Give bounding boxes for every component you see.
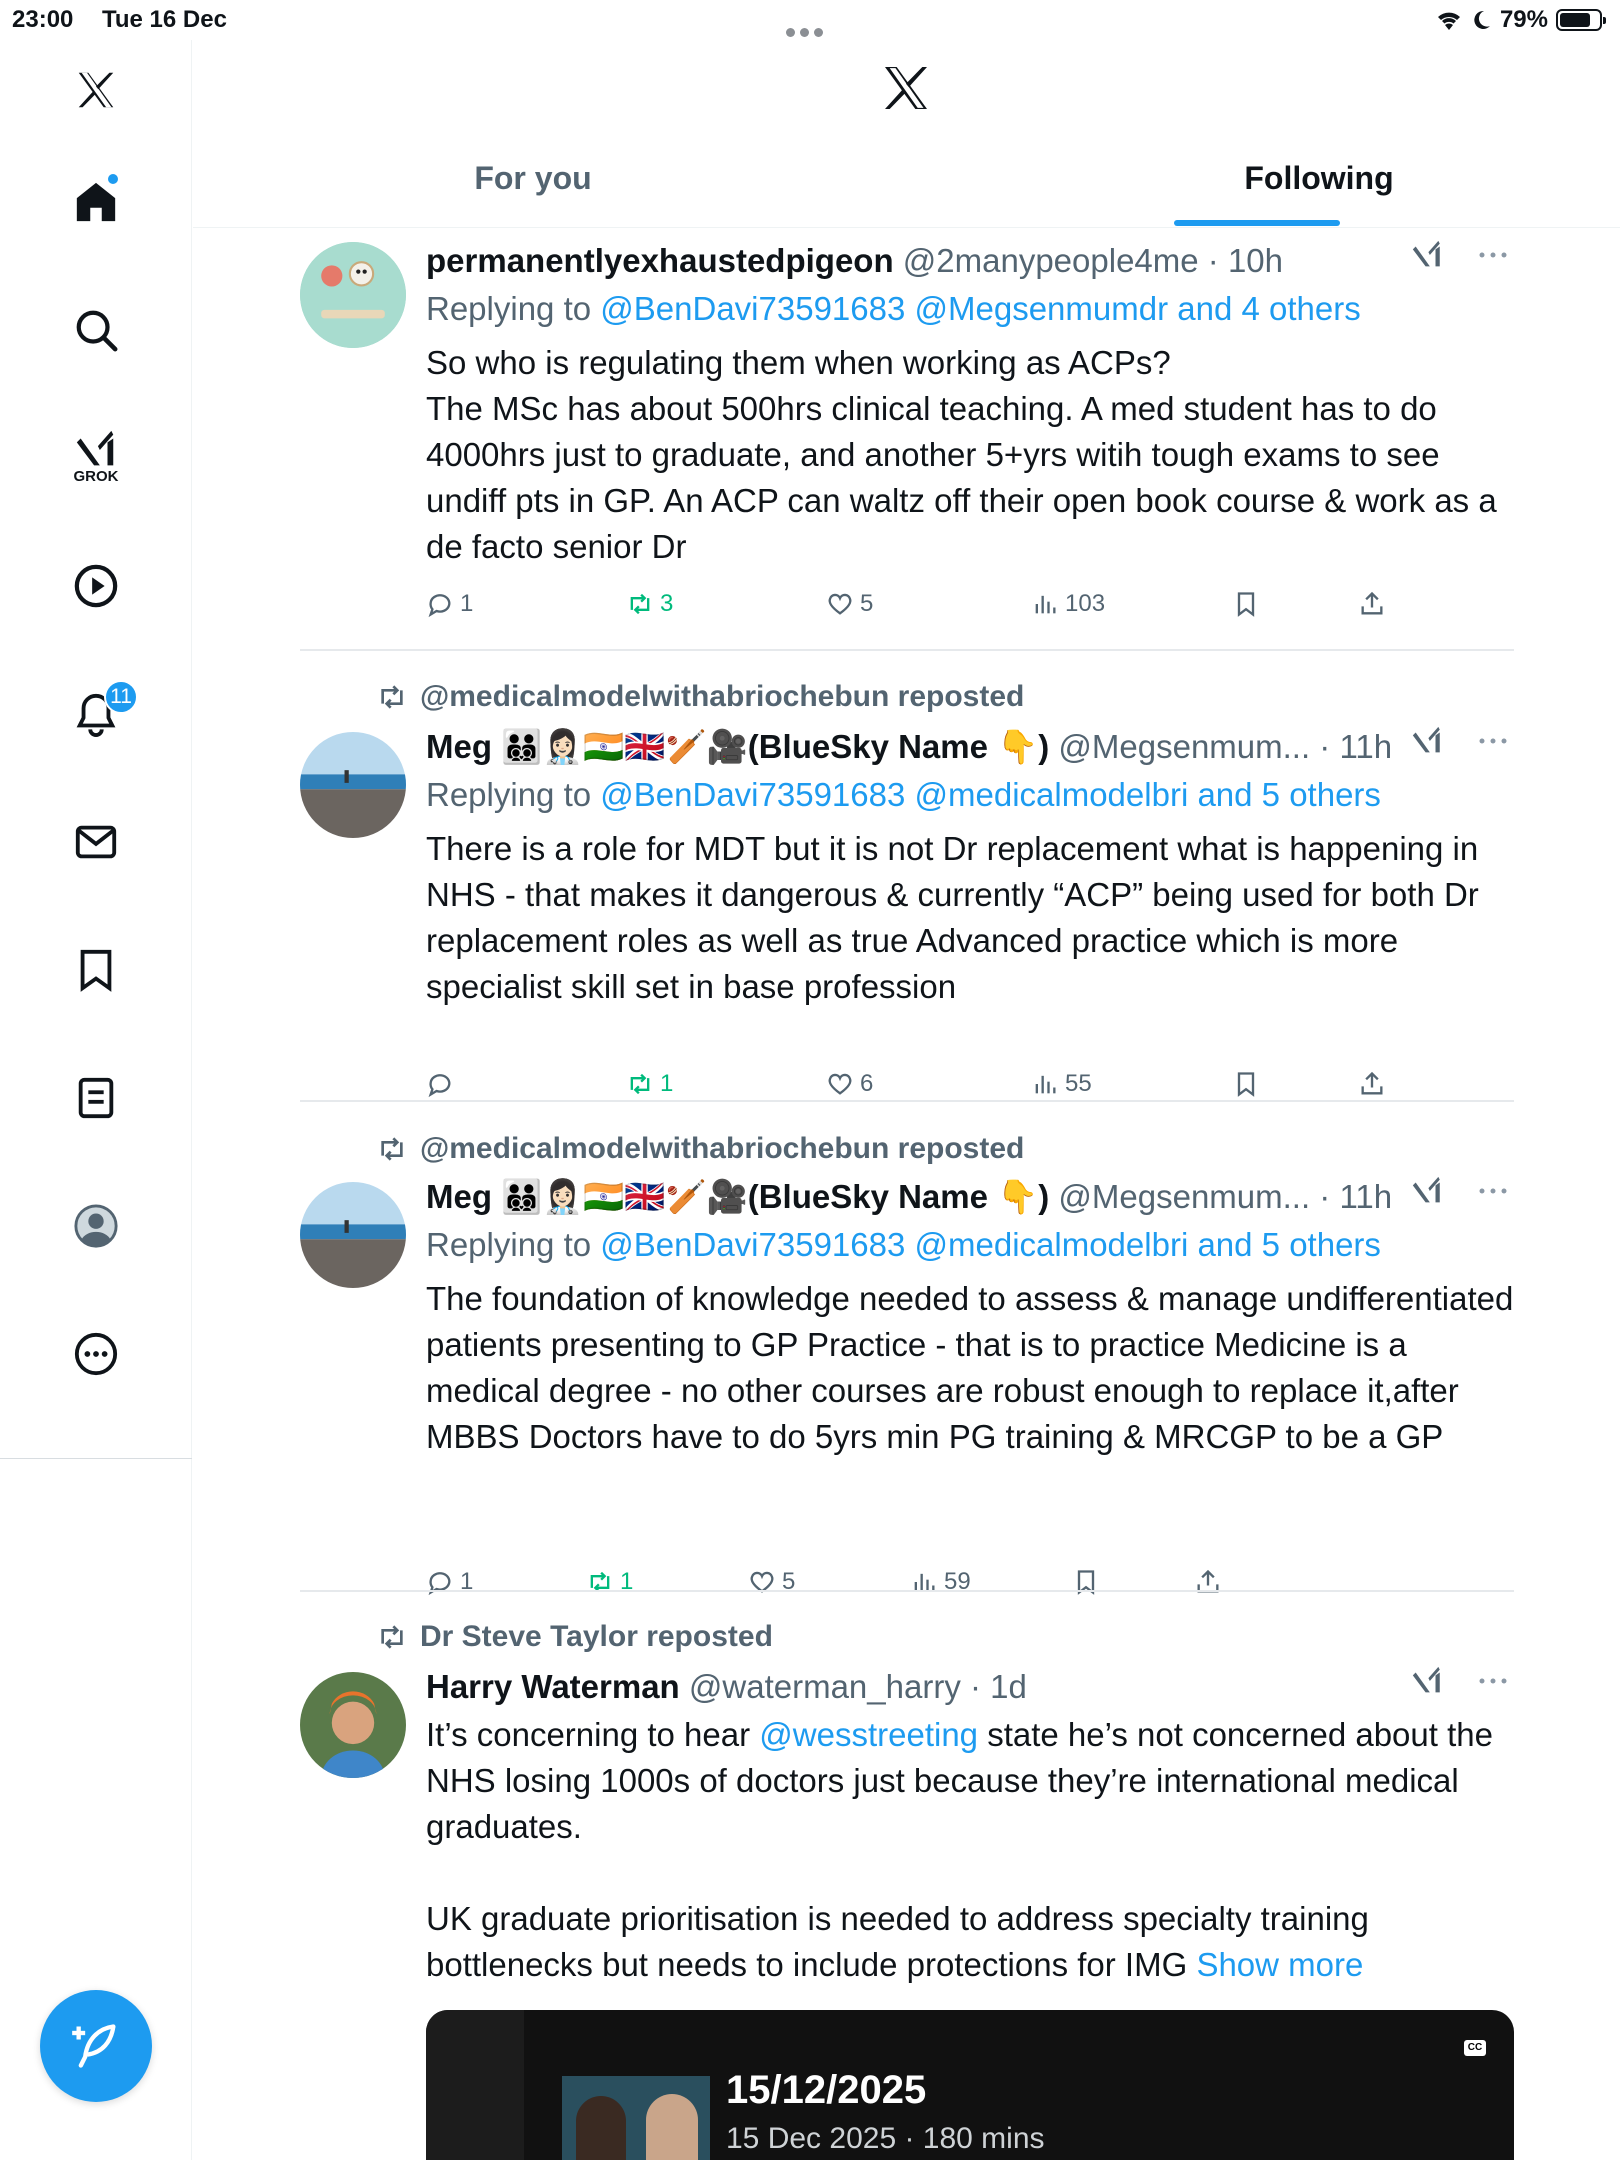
repost-icon bbox=[376, 1133, 408, 1165]
video-date: 15/12/2025 bbox=[726, 2068, 927, 2112]
tweet-text bbox=[426, 340, 1516, 570]
reply-button[interactable] bbox=[426, 590, 473, 618]
sidebar-item-search[interactable] bbox=[56, 290, 136, 370]
tweet-divider bbox=[300, 649, 1514, 651]
repost-by[interactable]: @medicalmodelwithabriochebun reposted bbox=[420, 1132, 1025, 1165]
status-date: Tue 16 Dec bbox=[102, 6, 227, 33]
x-logo-icon[interactable] bbox=[56, 50, 136, 130]
tweet[interactable] bbox=[300, 676, 1514, 1097]
heart-icon bbox=[826, 590, 854, 618]
status-indicators bbox=[1434, 6, 1602, 34]
tweet-line: The MSc has about 500hrs clinical teaching. A med student has to do 4000hrs just to graduate, and another 5+yrs witih tough exams to see undiff pts in GP. An ACP can waltz off their open book course & work as a de facto senior Dr bbox=[426, 390, 1497, 565]
sidebar-item-notifications[interactable] bbox=[56, 674, 136, 754]
views-chart-icon bbox=[1031, 590, 1059, 618]
profile-avatar-icon bbox=[73, 1203, 119, 1249]
tweet-divider bbox=[300, 1590, 1514, 1592]
reply-prefix: Replying to bbox=[426, 290, 592, 327]
bookmark-icon bbox=[1232, 1070, 1260, 1098]
tweet-header: Meg 🧑‍🧑‍🧒‍🧒👩🏻‍⚕️🇮🇳🇬🇧🏏🎥(BlueSky Name 👇) @Megsenmum... · 11h bbox=[426, 728, 1393, 765]
reply-prefix: Replying to bbox=[426, 776, 592, 813]
repost-context bbox=[376, 1132, 1024, 1166]
more-options-icon[interactable] bbox=[1478, 1186, 1508, 1196]
tweet-actions bbox=[426, 1568, 1516, 1608]
video-thumbnail bbox=[562, 2076, 710, 2160]
notifications-badge: 11 bbox=[104, 680, 138, 714]
tweet-line: So who is regulating them when working as ACPs? bbox=[426, 344, 1171, 381]
tweet-time[interactable]: 11h bbox=[1339, 728, 1393, 765]
like-count: 5 bbox=[782, 1568, 796, 1595]
repost-button[interactable] bbox=[626, 590, 673, 618]
repost-context bbox=[376, 1620, 773, 1654]
reply-context bbox=[426, 284, 1516, 334]
show-more-link[interactable]: Show more bbox=[1196, 1946, 1364, 1983]
share-icon bbox=[1358, 1070, 1386, 1098]
sidebar-item-home[interactable] bbox=[56, 162, 136, 242]
repost-button[interactable] bbox=[626, 1070, 673, 1098]
repost-icon bbox=[376, 681, 408, 713]
x-logo-icon[interactable] bbox=[878, 60, 934, 116]
author-handle[interactable]: @2manypeople4me bbox=[902, 242, 1199, 279]
reply-prefix: Replying to bbox=[426, 1226, 592, 1263]
author-handle[interactable]: @Megsenmum... bbox=[1058, 1178, 1311, 1215]
moon-icon bbox=[1472, 9, 1492, 31]
envelope-icon bbox=[73, 819, 119, 865]
tweet-header: Meg 🧑‍🧑‍🧒‍🧒👩🏻‍⚕️🇮🇳🇬🇧🏏🎥(BlueSky Name 👇) @Megsenmum... · 11h bbox=[426, 1178, 1393, 1215]
view-count: 59 bbox=[944, 1568, 971, 1595]
tab-active-indicator bbox=[1174, 220, 1340, 226]
play-circle-icon bbox=[73, 563, 119, 609]
like-button[interactable] bbox=[826, 590, 873, 618]
mention-link[interactable]: @wesstreeting bbox=[759, 1716, 979, 1753]
tweet-text-part: state he’s not concerned about the NHS losing 1000s of doctors just because they’re international medical graduates. bbox=[426, 1716, 1493, 1845]
author-name[interactable]: permanentlyexhaustedpigeon bbox=[426, 242, 894, 279]
like-count: 5 bbox=[860, 590, 874, 617]
video-subtitle: 15 Dec 2025 · 180 mins bbox=[726, 2122, 1045, 2155]
author-handle[interactable]: @waterman_harry bbox=[688, 1668, 961, 1705]
more-options-icon[interactable] bbox=[1478, 250, 1508, 260]
author-name[interactable]: Harry Waterman bbox=[426, 1668, 680, 1705]
reply-icon bbox=[426, 590, 454, 618]
reply-targets[interactable]: @BenDavi73591683 @Megsenmumdr and 4 others bbox=[600, 290, 1361, 327]
tweet-text-part: UK graduate prioritisation is needed to address specialty training bottlenecks but needs to include protections for IMG bbox=[426, 1900, 1369, 1983]
bookmark-icon bbox=[73, 947, 119, 993]
reply-button[interactable] bbox=[426, 1070, 460, 1098]
closed-captions-button[interactable]: CC bbox=[1464, 2040, 1486, 2056]
tweet-divider bbox=[300, 1100, 1514, 1102]
more-options-icon[interactable] bbox=[1478, 736, 1508, 746]
grok-label: GROK bbox=[73, 468, 119, 485]
status-bar bbox=[0, 0, 1620, 40]
compose-post-button[interactable] bbox=[40, 1990, 152, 2102]
tweet-text bbox=[426, 826, 1516, 1010]
search-icon bbox=[73, 307, 119, 353]
sidebar-item-bookmarks[interactable] bbox=[56, 930, 136, 1010]
tweet-header: permanentlyexhaustedpigeon @2manypeople4me · 10h bbox=[426, 242, 1284, 279]
battery-icon bbox=[1556, 9, 1602, 31]
avatar[interactable] bbox=[300, 1182, 406, 1288]
wifi-icon bbox=[1434, 8, 1464, 32]
sidebar-item-more[interactable] bbox=[56, 1314, 136, 1394]
repost-icon bbox=[376, 1621, 408, 1653]
reply-icon bbox=[426, 1070, 454, 1098]
status-time: 23:00 bbox=[12, 6, 74, 33]
avatar[interactable] bbox=[300, 1672, 406, 1778]
tweet-actions bbox=[426, 1070, 1516, 1110]
view-count: 103 bbox=[1065, 590, 1106, 617]
sidebar-item-lists[interactable] bbox=[56, 1058, 136, 1138]
reply-count: 1 bbox=[460, 1568, 474, 1595]
battery-percent: 79% bbox=[1499, 6, 1548, 33]
views-button[interactable] bbox=[1031, 1070, 1092, 1098]
tweet-line: There is a role for MDT but it is not Dr replacement what is happening in NHS - that makes it dangerous & currently “ACP” being used for both Dr replacement roles as well as true Advanced practice which is more specialist skill set in base profession bbox=[426, 830, 1479, 1005]
reply-targets[interactable]: @BenDavi73591683 @medicalmodelbri and 5 others bbox=[600, 776, 1381, 813]
tweet[interactable] bbox=[300, 1128, 1514, 1595]
sidebar-nav bbox=[0, 40, 192, 2160]
views-button[interactable] bbox=[1031, 590, 1105, 618]
like-button[interactable] bbox=[826, 1070, 873, 1098]
tweet-line: The foundation of knowledge needed to assess & manage undifferentiated patients presenting to GP Practice - that is to practice Medicine is a medical degree - no other courses are robust enough to replace it,after MBBS Doctors have to do 5yrs min PG training & MRCGP to be a GP bbox=[426, 1280, 1514, 1455]
tweet-text-part: It’s concerning to hear bbox=[426, 1716, 760, 1753]
tweet-actions bbox=[426, 590, 1516, 630]
more-circle-icon bbox=[73, 1331, 119, 1377]
bookmark-button[interactable] bbox=[1232, 590, 1260, 618]
more-options-icon[interactable] bbox=[1478, 1676, 1508, 1686]
tab-for-you[interactable]: For you bbox=[474, 160, 592, 196]
home-unread-dot bbox=[106, 172, 120, 186]
sidebar-item-videos[interactable] bbox=[56, 546, 136, 626]
like-count: 6 bbox=[860, 1070, 874, 1097]
tweet-time[interactable]: 10h bbox=[1227, 242, 1284, 279]
grok-explain-icon[interactable] bbox=[1410, 1664, 1444, 1698]
tweet-text bbox=[426, 1712, 1516, 1988]
repost-count: 3 bbox=[660, 590, 674, 617]
view-count: 55 bbox=[1065, 1070, 1092, 1097]
views-chart-icon bbox=[1031, 1070, 1059, 1098]
share-button[interactable] bbox=[1358, 590, 1386, 618]
grok-explain-icon[interactable] bbox=[1410, 1174, 1444, 1208]
repost-count: 1 bbox=[620, 1568, 634, 1595]
heart-icon bbox=[826, 1070, 854, 1098]
reply-count: 1 bbox=[460, 590, 474, 617]
reply-targets[interactable]: @BenDavi73591683 @medicalmodelbri and 5 others bbox=[600, 1226, 1381, 1263]
repost-by[interactable]: @medicalmodelwithabriochebun reposted bbox=[420, 680, 1025, 713]
author-name[interactable]: Meg 🧑‍🧑‍🧒‍🧒👩🏻‍⚕️🇮🇳🇬🇧🏏🎥(BlueSky Name 👇) bbox=[426, 728, 1050, 765]
bookmark-icon bbox=[1232, 590, 1260, 618]
reply-context bbox=[426, 770, 1516, 820]
timeline-header bbox=[193, 40, 1620, 228]
sidebar-divider bbox=[0, 1458, 192, 1459]
compose-feather-icon bbox=[70, 2020, 122, 2072]
tweet[interactable] bbox=[300, 238, 1514, 638]
tweet-text bbox=[426, 1276, 1516, 1460]
reply-context bbox=[426, 1220, 1516, 1270]
grok-icon bbox=[73, 427, 119, 473]
video-media[interactable] bbox=[426, 2010, 1514, 2160]
bookmark-button[interactable] bbox=[1232, 1070, 1260, 1098]
sidebar-item-profile[interactable] bbox=[56, 1186, 136, 1266]
tab-following[interactable]: Following bbox=[1244, 160, 1394, 196]
author-handle[interactable]: @Megsenmum... bbox=[1058, 728, 1311, 765]
avatar[interactable] bbox=[300, 732, 406, 838]
grok-explain-icon[interactable] bbox=[1410, 238, 1444, 272]
sidebar-item-grok[interactable] bbox=[56, 418, 136, 498]
sidebar-item-messages[interactable] bbox=[56, 802, 136, 882]
repost-by[interactable]: Dr Steve Taylor reposted bbox=[420, 1620, 773, 1653]
grok-explain-icon[interactable] bbox=[1410, 724, 1444, 758]
repost-context bbox=[376, 680, 1024, 714]
list-document-icon bbox=[73, 1075, 119, 1121]
tweet-time[interactable]: 1d bbox=[990, 1668, 1027, 1705]
avatar[interactable] bbox=[300, 242, 406, 348]
author-name[interactable]: Meg 🧑‍🧑‍🧒‍🧒👩🏻‍⚕️🇮🇳🇬🇧🏏🎥(BlueSky Name 👇) bbox=[426, 1178, 1050, 1215]
repost-icon bbox=[626, 1070, 654, 1098]
repost-count: 1 bbox=[660, 1070, 674, 1097]
share-icon bbox=[1358, 590, 1386, 618]
share-button[interactable] bbox=[1358, 1070, 1386, 1098]
tweet[interactable] bbox=[300, 1616, 1514, 2160]
tweet-header: Harry Waterman @waterman_harry · 1d bbox=[426, 1668, 1027, 1705]
multitasking-dots-icon[interactable] bbox=[786, 16, 834, 26]
repost-icon bbox=[626, 590, 654, 618]
tweet-time[interactable]: 11h bbox=[1339, 1178, 1393, 1215]
